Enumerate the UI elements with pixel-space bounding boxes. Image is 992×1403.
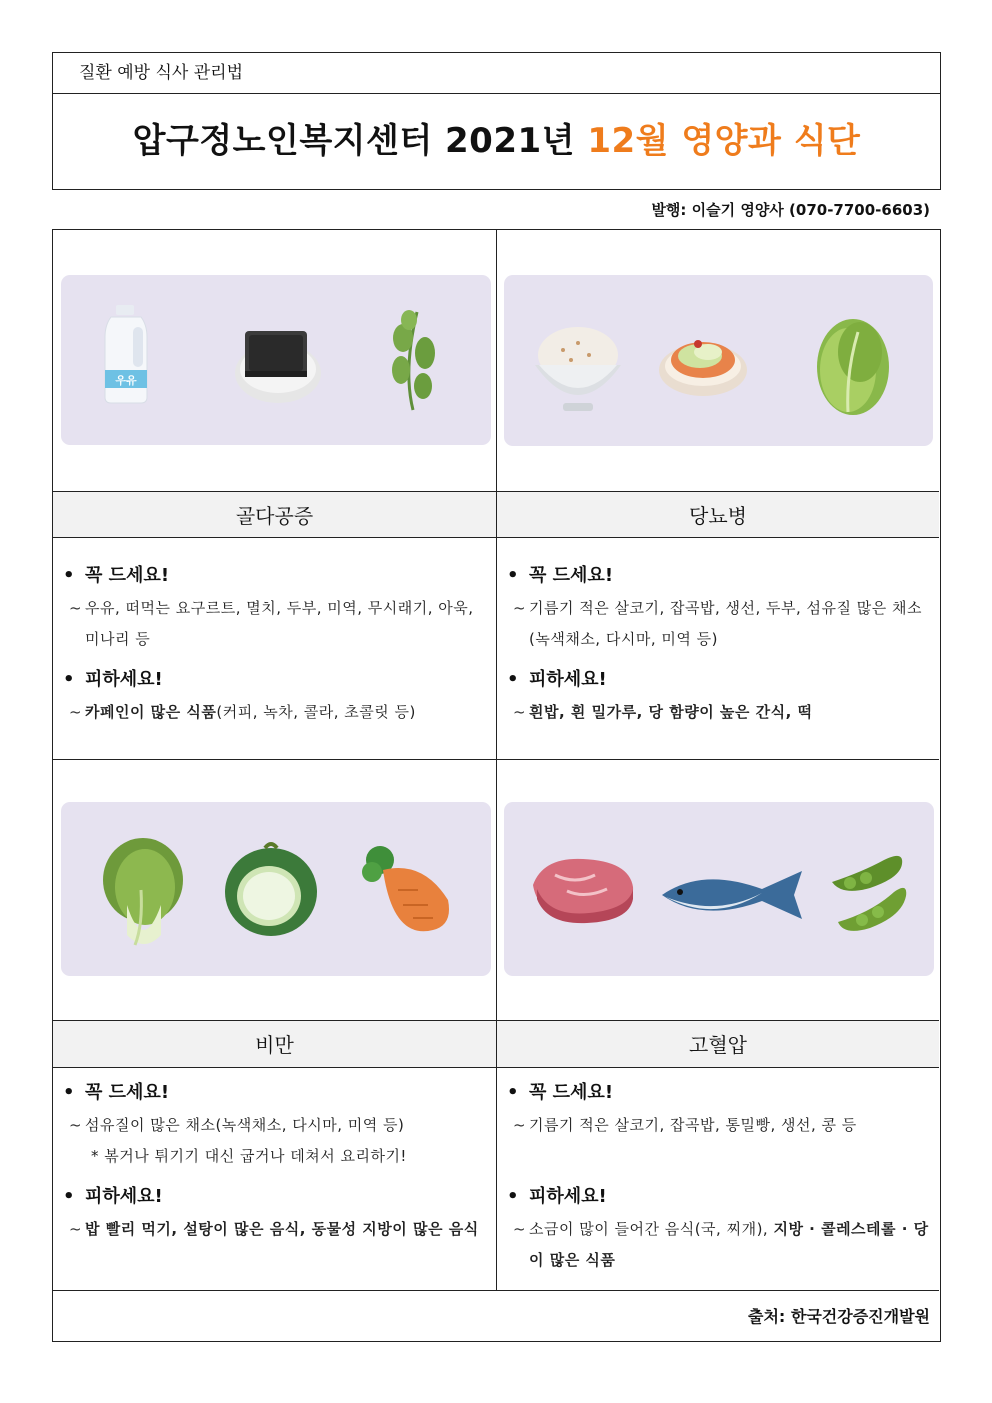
condition-title-diabetes: 당뇨병 <box>689 504 747 528</box>
eat-heading: • 꼭 드세요! <box>507 565 614 586</box>
eat-item: ~ 우유, 떠먹는 요구르트, 멸치, 두부, 미역, 무시래기, 아욱, 미나리 등 <box>69 599 474 648</box>
avoid-item: ~ 밥 빨리 먹기, 설탕이 많은 음식, 동물성 지방이 많은 음식 <box>69 1220 479 1238</box>
avoid-item: ~ 소금이 많이 들어간 음식(국, 찌개), 지방 · 콜레스테롤 · 당이 많은 식품 <box>513 1220 929 1269</box>
content-grid <box>52 229 941 1342</box>
condition-title-osteoporosis: 골다공증 <box>235 504 314 528</box>
eat-item: ~ 기름기 적은 살코기, 잡곡밥, 통밀빵, 생선, 콩 등 <box>513 1116 857 1134</box>
publisher-line: 발행: 이슬기 영양사 (070-7700-6603) <box>651 201 930 219</box>
avoid-item: ~ 흰밥, 흰 밀가루, 당 함량이 높은 간식, 떡 <box>513 703 813 721</box>
header-box <box>52 52 941 190</box>
rice-bowl-icon <box>533 325 623 415</box>
seaweed-laver-icon <box>233 325 323 405</box>
carrot-icon <box>358 840 458 940</box>
milk-carton-icon <box>103 305 153 405</box>
eat-item: ~ 기름기 적은 살코기, 잡곡밥, 생선, 두부, 섬유질 많은 채소(녹색채소, 다시마, 미역 등) <box>513 599 922 648</box>
advice-hypertension <box>497 1076 939 1276</box>
advice-osteoporosis <box>53 559 496 728</box>
kimchi-bowl-icon <box>658 330 748 400</box>
avoid-heading: • 피하세요! <box>63 1186 163 1207</box>
title-main: 압구정노인복지센터 2021년 <box>132 121 575 161</box>
squash-icon <box>221 840 321 940</box>
condition-title-obesity: 비만 <box>255 1033 294 1057</box>
eat-note: * 볶거나 튀기기 대신 굽거나 데쳐서 요리하기! <box>91 1147 407 1165</box>
condition-title-hypertension: 고혈압 <box>689 1033 747 1057</box>
source-credit: 출처: 한국건강증진개발원 <box>748 1307 930 1326</box>
avoid-heading: • 피하세요! <box>507 669 607 690</box>
seaweed-stem-icon <box>383 308 443 413</box>
eat-heading: • 꼭 드세요! <box>507 1082 614 1103</box>
page-title <box>53 94 940 189</box>
category-label: 질환 예방 식사 관리법 <box>53 53 940 94</box>
title-highlight: 12월 영양과 식단 <box>587 121 861 161</box>
meat-icon <box>527 855 637 925</box>
advice-diabetes <box>497 559 939 728</box>
eat-heading: • 꼭 드세요! <box>63 565 170 586</box>
avoid-item: ~ 카페인이 많은 식품(커피, 녹차, 콜라, 초콜릿 등) <box>69 703 416 721</box>
bean-pod-icon <box>828 850 918 940</box>
avoid-heading: • 피하세요! <box>63 669 163 690</box>
fish-icon <box>658 865 808 925</box>
eat-heading: • 꼭 드세요! <box>63 1082 170 1103</box>
milk-label: 우유 <box>115 374 137 387</box>
cabbage-icon <box>95 835 190 950</box>
lettuce-icon <box>808 312 898 417</box>
avoid-heading: • 피하세요! <box>507 1186 607 1207</box>
advice-obesity <box>53 1076 496 1245</box>
eat-item: ~ 섬유질이 많은 채소(녹색채소, 다시마, 미역 등) <box>69 1116 405 1134</box>
